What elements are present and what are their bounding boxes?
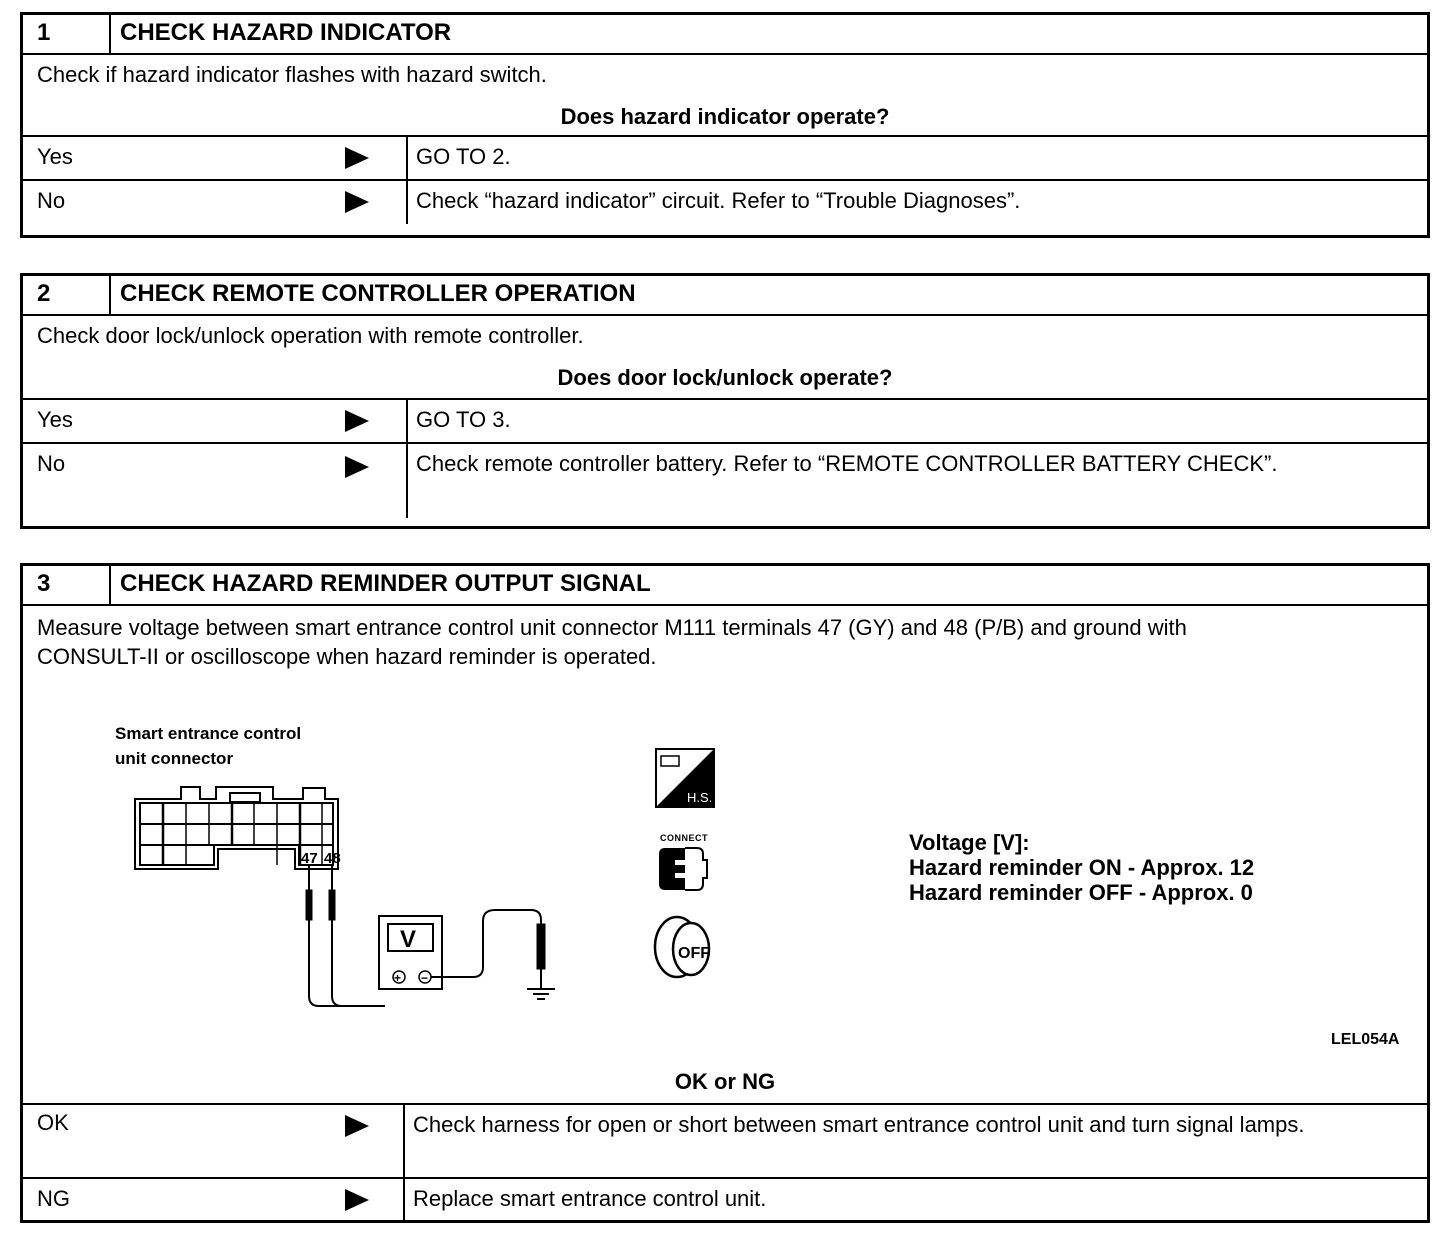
step-description: [23, 606, 1427, 671]
answer-label: NG: [37, 1186, 70, 1211]
connect-icon: [655, 844, 715, 894]
answer-label: OK: [37, 1110, 69, 1135]
outcome-action: Replace smart entrance control unit.: [413, 1186, 767, 1211]
outcome-row: [23, 1177, 1427, 1221]
step-title: CHECK HAZARD REMINDER OUTPUT SIGNAL: [120, 570, 651, 597]
outcome-row: [23, 398, 1427, 442]
arrow-right-icon: [345, 456, 369, 478]
svg-text:−: −: [421, 971, 429, 985]
outcome-answer: [23, 181, 408, 224]
meter-v-label: V: [400, 926, 417, 953]
voltage-title: Voltage [V]:: [909, 830, 1030, 855]
connector-wiring-diagram: [123, 786, 683, 1086]
terminal-48-label: 48: [324, 850, 341, 867]
terminal-47-label: 47: [301, 850, 318, 867]
outcome-row: [23, 135, 1427, 179]
answer-label: Yes: [37, 144, 73, 169]
voltage-spec: [909, 830, 1254, 905]
answer-label: No: [37, 188, 66, 213]
connect-icon-label: CONNECT: [660, 833, 708, 843]
outcome-answer: [23, 400, 408, 442]
step-1-header: [23, 15, 1427, 55]
arrow-right-icon: [345, 1115, 369, 1137]
step-2-box: [20, 273, 1430, 529]
step-title: CHECK HAZARD INDICATOR: [120, 19, 452, 46]
svg-text:OFF: OFF: [678, 945, 710, 962]
outcome-action: Check “hazard indicator” circuit. Refer to “Trouble Diagnoses”.: [416, 188, 1021, 213]
step-description: Check if hazard indicator flashes with hazard switch.: [37, 62, 547, 87]
step-2-header: [23, 276, 1427, 316]
svg-text:H.S.: H.S.: [687, 790, 713, 805]
step-description: Check door lock/unlock operation with remote controller.: [37, 323, 584, 348]
step-1-box: [20, 12, 1430, 238]
step-number: 3: [23, 566, 111, 604]
outcome-action: Check remote controller battery. Refer to “REMOTE CONTROLLER BATTERY CHECK”.: [416, 451, 1278, 476]
figure-code: LEL054A: [1331, 1031, 1400, 1048]
outcome-answer: [23, 1179, 405, 1221]
step-number: 2: [23, 276, 111, 314]
svg-text:+: +: [394, 971, 402, 985]
outcome-answer: [23, 137, 408, 179]
description-line: CONSULT-II or oscilloscope when hazard reminder is operated.: [37, 644, 657, 669]
step-title: CHECK REMOTE CONTROLLER OPERATION: [120, 280, 636, 307]
outcome-answer: [23, 444, 408, 518]
voltage-on: Hazard reminder ON - Approx. 12: [909, 855, 1255, 880]
step-3-header: [23, 566, 1427, 606]
diagram-figure: [23, 666, 1427, 1066]
arrow-right-icon: [345, 191, 369, 213]
voltage-off: Hazard reminder OFF - Approx. 0: [909, 880, 1253, 905]
outcome-answer: [23, 1105, 405, 1177]
connector-label-line: unit connector: [115, 749, 234, 768]
connector-label: [115, 721, 301, 771]
arrow-right-icon: [345, 1189, 369, 1211]
step-question: Does hazard indicator operate?: [560, 104, 890, 129]
outcome-row: [23, 179, 1427, 224]
outcome-action: Check harness for open or short between smart entrance control unit and turn signal lamps.: [413, 1112, 1305, 1137]
hs-harness-side-icon: [655, 748, 715, 808]
ignition-off-icon: [651, 911, 721, 981]
connector-label-line: Smart entrance control: [115, 724, 302, 743]
outcome-action: GO TO 3.: [416, 407, 511, 432]
description-line: Measure voltage between smart entrance control unit connector M111 terminals 47 (GY) and 48 (P/B) and ground with: [37, 615, 1187, 640]
step-question: Does door lock/unlock operate?: [557, 365, 893, 390]
outcome-row: [23, 442, 1427, 518]
outcome-row: [23, 1103, 1427, 1177]
step-question: OK or NG: [674, 1069, 776, 1094]
step-number: 1: [23, 15, 111, 53]
arrow-right-icon: [345, 147, 369, 169]
step-3-box: [20, 563, 1430, 1223]
answer-label: No: [37, 451, 66, 476]
arrow-right-icon: [345, 410, 369, 432]
outcome-action: GO TO 2.: [416, 144, 511, 169]
answer-label: Yes: [37, 407, 73, 432]
